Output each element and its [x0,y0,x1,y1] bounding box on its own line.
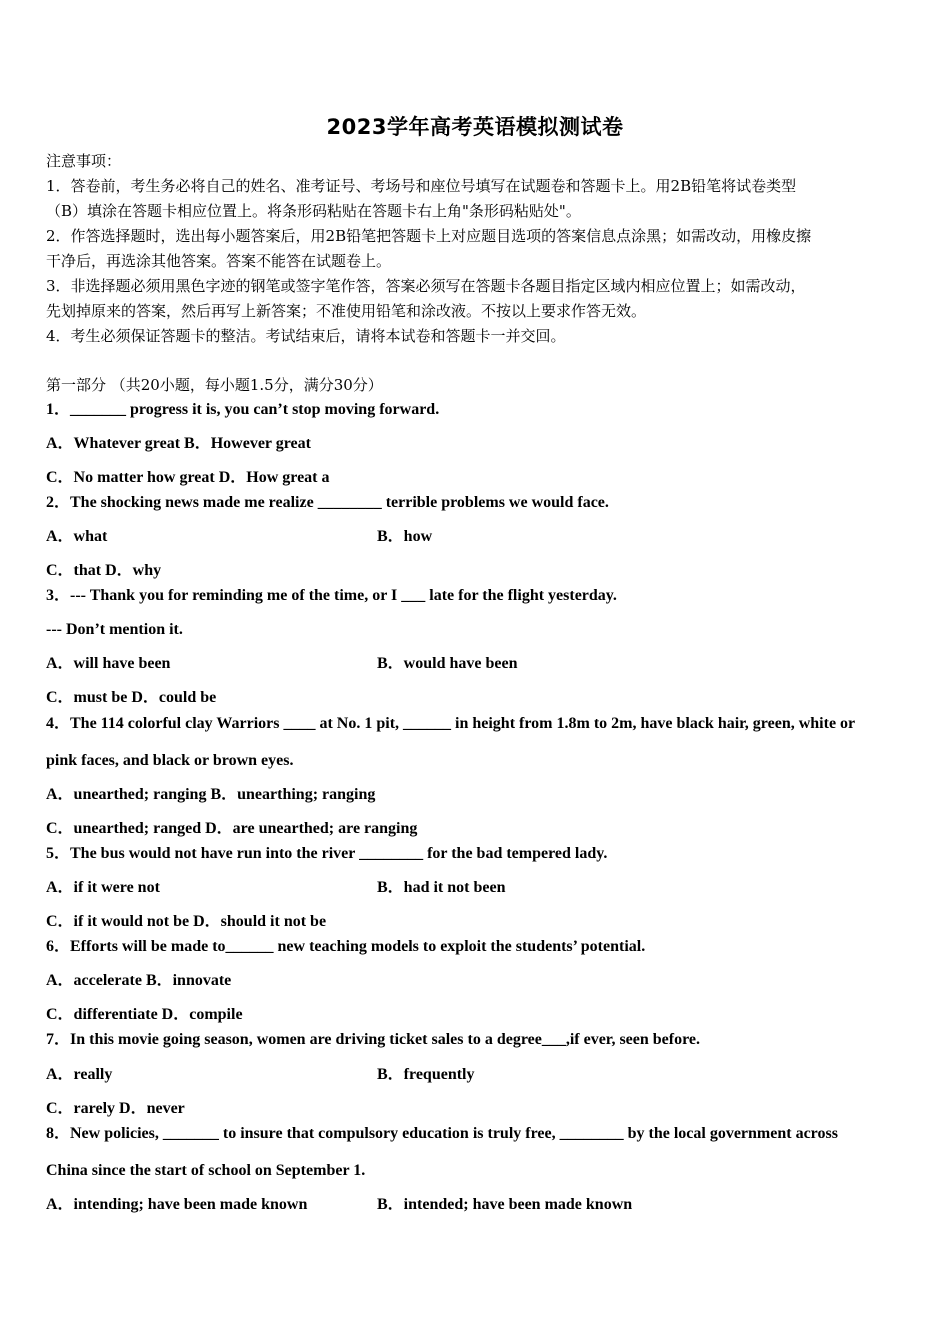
question-7-options-ab [46,1065,475,1085]
question-8-stem-continued: China since the start of school on September 1. [46,1162,366,1179]
question-3-stem-reply: --- Don’t mention it. [46,621,183,638]
notice-line: 4．考生必须保证答题卡的整洁。考试结束后，请将本试卷和答题卡一并交回。 [46,327,566,345]
notice-line: 2．作答选择题时，选出每小题答案后，用2B铅笔把答题卡上对应题目选项的答案信息点涂黑；如需改动，用橡皮擦 [46,227,812,245]
option-b: B．how [377,528,433,545]
question-5-options-cd: C．if it would not be D．should it not be [46,913,327,930]
section-heading: 第一部分 （共20小题，每小题1.5分，满分30分） [46,376,383,394]
question-7-stem: 7．In this movie going season, women are driving ticket sales to a degree___,if ever, seen before. [46,1031,701,1048]
question-1-stem: 1．_______ progress it is, you can’t stop moving forward. [46,401,440,418]
notice-line: 3．非选择题必须用黑色字迹的钢笔或签字笔作答，答案必须写在答题卡各题目指定区域内相应位置上；如需改动， [46,277,806,295]
question-5-options-ab [46,878,506,898]
option-b: B．frequently [377,1066,475,1083]
question-3-stem: 3．--- Thank you for reminding me of the time, or I ___ late for the flight yesterday. [46,587,617,604]
question-4-options-cd: C．unearthed; ranged D．are unearthed; are ranging [46,820,418,837]
option-a: A．what [46,528,108,545]
question-6-options-ab: A．accelerate B．innovate [46,972,232,989]
notice-heading: 注意事项： [46,152,122,170]
notice-line: 1．答卷前，考生务必将自己的姓名、准考证号、考场号和座位号填写在试题卷和答题卡上。用2B铅笔将试卷类型 [46,177,797,195]
page-title: 2023学年高考英语模拟测试卷 [326,115,624,139]
question-1-options-cd: C．No matter how great D．How great a [46,469,330,486]
question-4-stem-continued: pink faces, and black or brown eyes. [46,752,294,769]
notice-line: （B）填涂在答题卡相应位置上。将条形码粘贴在答题卡右上角"条形码粘贴处"。 [46,202,581,220]
question-6-options-cd: C．differentiate D．compile [46,1006,243,1023]
option-b: B．had it not been [377,879,506,896]
notice-line: 先划掉原来的答案，然后再写上新答案；不准使用铅笔和涂改液。不按以上要求作答无效。 [46,302,647,320]
question-8-stem: 8．New policies, _______ to insure that compulsory education is truly free, ________ by the local government across [46,1125,838,1142]
question-7-options-cd: C．rarely D．never [46,1100,185,1117]
option-b: B．intended; have been made known [377,1196,633,1213]
option-a: A．will have been [46,655,171,672]
question-6-stem: 6．Efforts will be made to______ new teaching models to exploit the students’ potential. [46,938,646,955]
question-4-stem: 4．The 114 colorful clay Warriors ____ at No. 1 pit, ______ in height from 1.8m to 2m, have black hair, green, white or [46,715,856,732]
question-3-options-ab [46,654,518,674]
question-3-options-cd: C．must be D．could be [46,689,217,706]
question-4-options-ab: A．unearthed; ranging B．unearthing; ranging [46,786,376,803]
question-2-stem: 2．The shocking news made me realize ________ terrible problems we would face. [46,494,609,511]
notice-line: 干净后，再选涂其他答案。答案不能答在试题卷上。 [46,252,392,270]
option-a: A．intending; have been made known [46,1196,308,1213]
option-a: A．really [46,1066,113,1083]
question-2-options-ab [46,527,433,547]
question-5-stem: 5．The bus would not have run into the river ________ for the bad tempered lady. [46,845,608,862]
question-8-options-ab [46,1195,633,1215]
question-2-options-cd: C．that D．why [46,562,162,579]
question-1-options-ab: A．Whatever great B．However great [46,435,311,452]
option-a: A．if it were not [46,879,160,896]
option-b: B．would have been [377,655,518,672]
